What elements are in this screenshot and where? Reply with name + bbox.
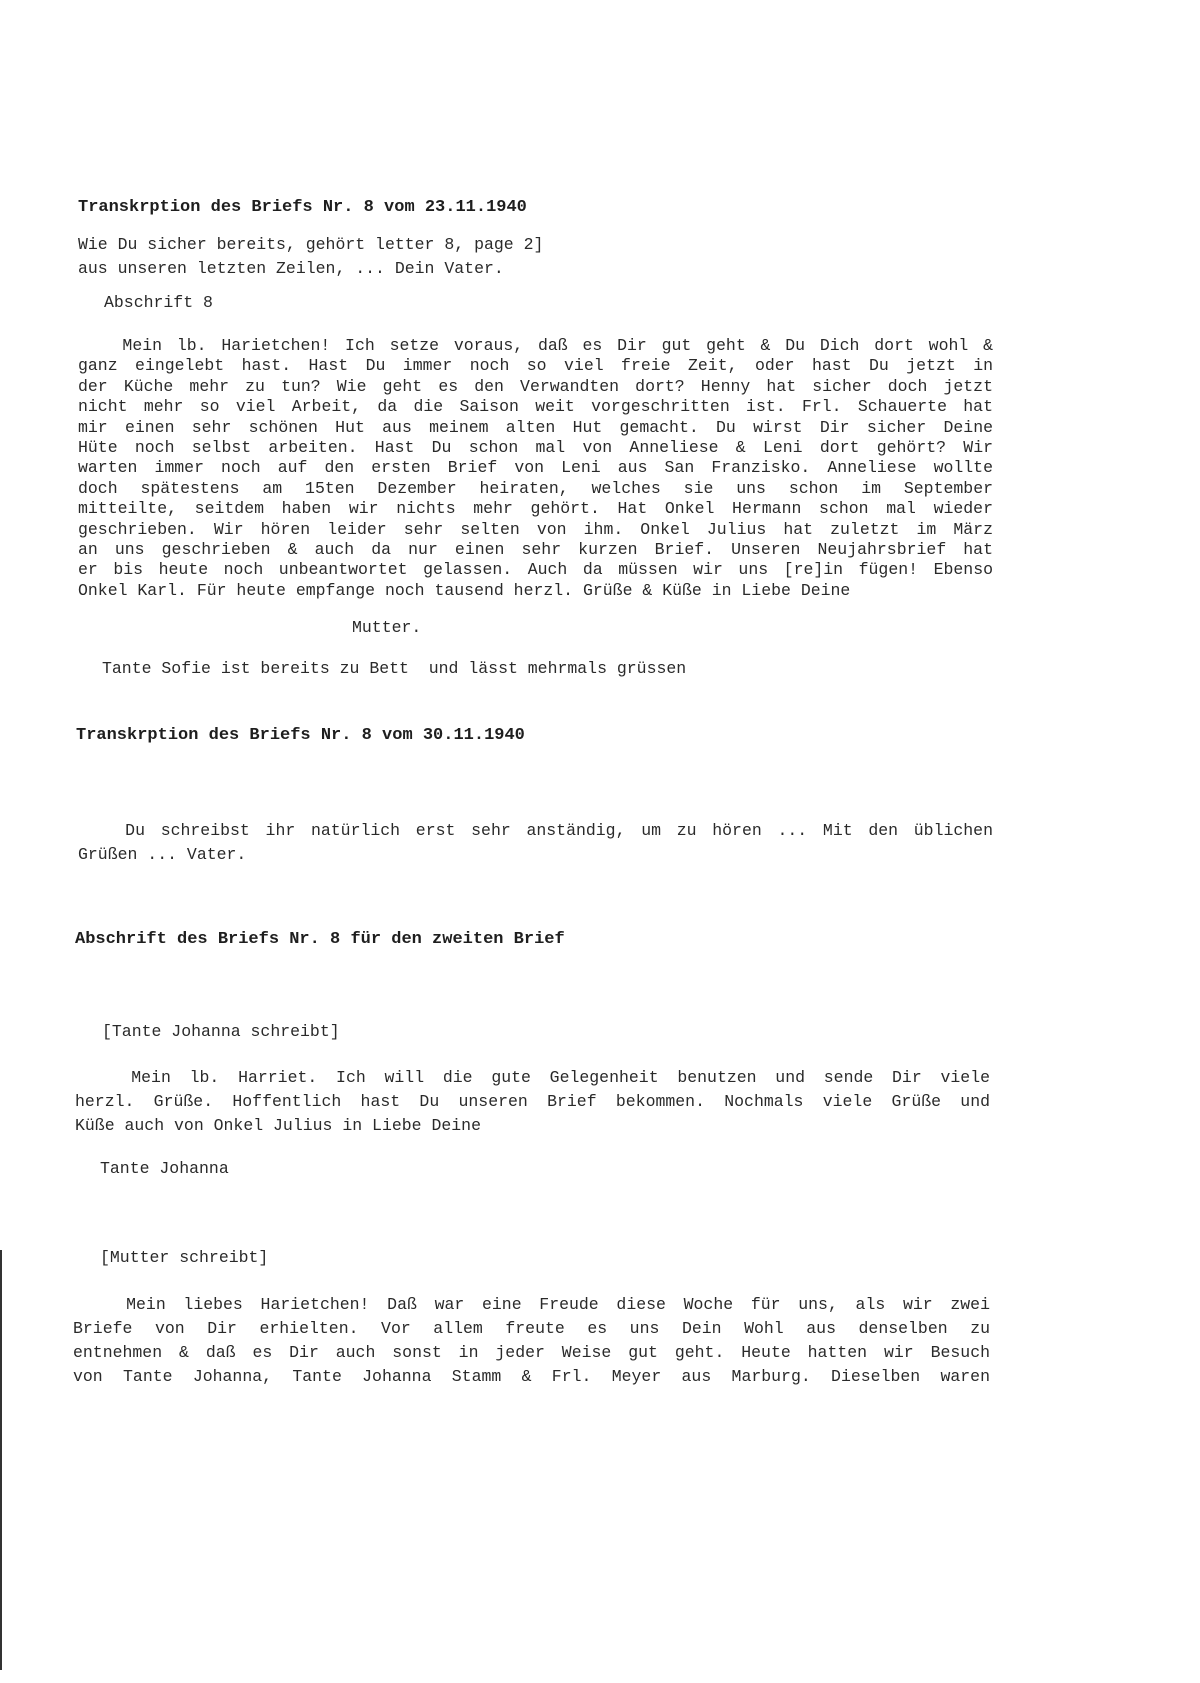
letter-line: von Tante Johanna, Tante Johanna Stamm & Frl. Meyer aus Marburg. Dieselben waren xyxy=(73,1367,990,1386)
letter-line: Mein lb. Harietchen! Ich setze voraus, daß es Dir gut geht & Du Dich dort wohl & xyxy=(78,336,993,355)
letter-line: Onkel Karl. Für heute empfange noch tausend herzl. Grüße & Küße in Liebe Deine xyxy=(78,580,851,600)
letter-line: mitteilte, seitdem haben wir nichts mehr gehört. Hat Onkel Hermann schon mal wieder xyxy=(78,499,993,519)
letter-line: Grüßen ... Vater. xyxy=(78,845,247,864)
heading-letter-30-11-1940: Transkrption des Briefs Nr. 8 vom 30.11.1940 xyxy=(76,726,525,745)
heading-abschrift-zweiter-brief: Abschrift des Briefs Nr. 8 für den zweiten Brief xyxy=(75,930,565,949)
letter-line: warten immer noch auf den ersten Brief von Leni aus San Franzisko. Anneliese wollte xyxy=(78,458,993,478)
letter-body-johanna xyxy=(75,1066,990,1138)
letter-line: mir einen sehr schönen Hut aus meinem alten Hut gemacht. Du wirst Dir sicher Deine xyxy=(78,417,993,437)
letter-line: geschrieben. Wir hören leider sehr selten von ihm. Onkel Julius hat zuletzt im März xyxy=(78,519,993,539)
letter-line: doch spätestens am 15ten Dezember heiraten, welches sie uns schon im September xyxy=(78,478,993,498)
letter-line: herzl. Grüße. Hoffentlich hast Du unseren Brief bekommen. Nochmals viele Grüße und xyxy=(75,1092,990,1111)
letter-line: Mein lb. Harriet. Ich will die gute Gelegenheit benutzen und sende Dir viele xyxy=(75,1068,990,1087)
letter-line: der Küche mehr zu tun? Wie geht es den Verwandten dort? Henny hat sicher doch jetzt xyxy=(78,376,993,396)
letter-body-mutter-2 xyxy=(73,1293,990,1389)
intro-line: aus unseren letzten Zeilen, ... Dein Vater. xyxy=(78,259,504,278)
intro-line: Wie Du sicher bereits, gehört letter 8, page 2] xyxy=(78,235,544,254)
letter-line: Hüte noch selbst arbeiten. Hast Du schon mal von Anneliese & Leni dort gehört? Wir xyxy=(78,438,993,458)
signature: Mutter. xyxy=(352,618,422,637)
letter-line: Küße auch von Onkel Julius in Liebe Deine xyxy=(75,1116,481,1135)
note-mutter: [Mutter schreibt] xyxy=(100,1248,269,1267)
letter-line: Du schreibst ihr natürlich erst sehr anständig, um zu hören ... Mit den üblichen xyxy=(78,821,993,840)
scan-edge xyxy=(0,1250,2,1670)
letter-line: ganz eingelebt hast. Hast Du immer noch so viel freie Zeit, oder hast Du jetzt in xyxy=(78,356,993,376)
letter-body-mutter-1 xyxy=(78,336,993,601)
abschrift-label: Abschrift 8 xyxy=(104,293,213,312)
letter-line: nicht mehr so viel Arbeit, da die Saison weit vorgeschritten ist. Frl. Schauerte hat xyxy=(78,397,993,417)
letter-body-vater xyxy=(78,819,993,867)
postscript: Tante Sofie ist bereits zu Bett und lässt mehrmals grüssen xyxy=(102,659,687,678)
signature-johanna: Tante Johanna xyxy=(100,1159,229,1178)
note-tante-johanna: [Tante Johanna schreibt] xyxy=(102,1022,340,1041)
heading-letter-23-11-1940: Transkrption des Briefs Nr. 8 vom 23.11.1940 xyxy=(78,198,527,217)
letter-line: Briefe von Dir erhielten. Vor allem freute es uns Dein Wohl aus denselben zu xyxy=(73,1319,990,1338)
letter-line: an uns geschrieben & auch da nur einen sehr kurzen Brief. Unseren Neujahrsbrief hat xyxy=(78,540,993,560)
letter-line: Mein liebes Harietchen! Daß war eine Freude diese Woche für uns, als wir zwei xyxy=(73,1295,990,1314)
letter-line: er bis heute noch unbeantwortet gelassen. Auch da müssen wir uns [re]in fügen! Ebenso xyxy=(78,560,993,580)
letter-line: entnehmen & daß es Dir auch sonst in jeder Weise gut geht. Heute hatten wir Besuch xyxy=(73,1343,990,1362)
